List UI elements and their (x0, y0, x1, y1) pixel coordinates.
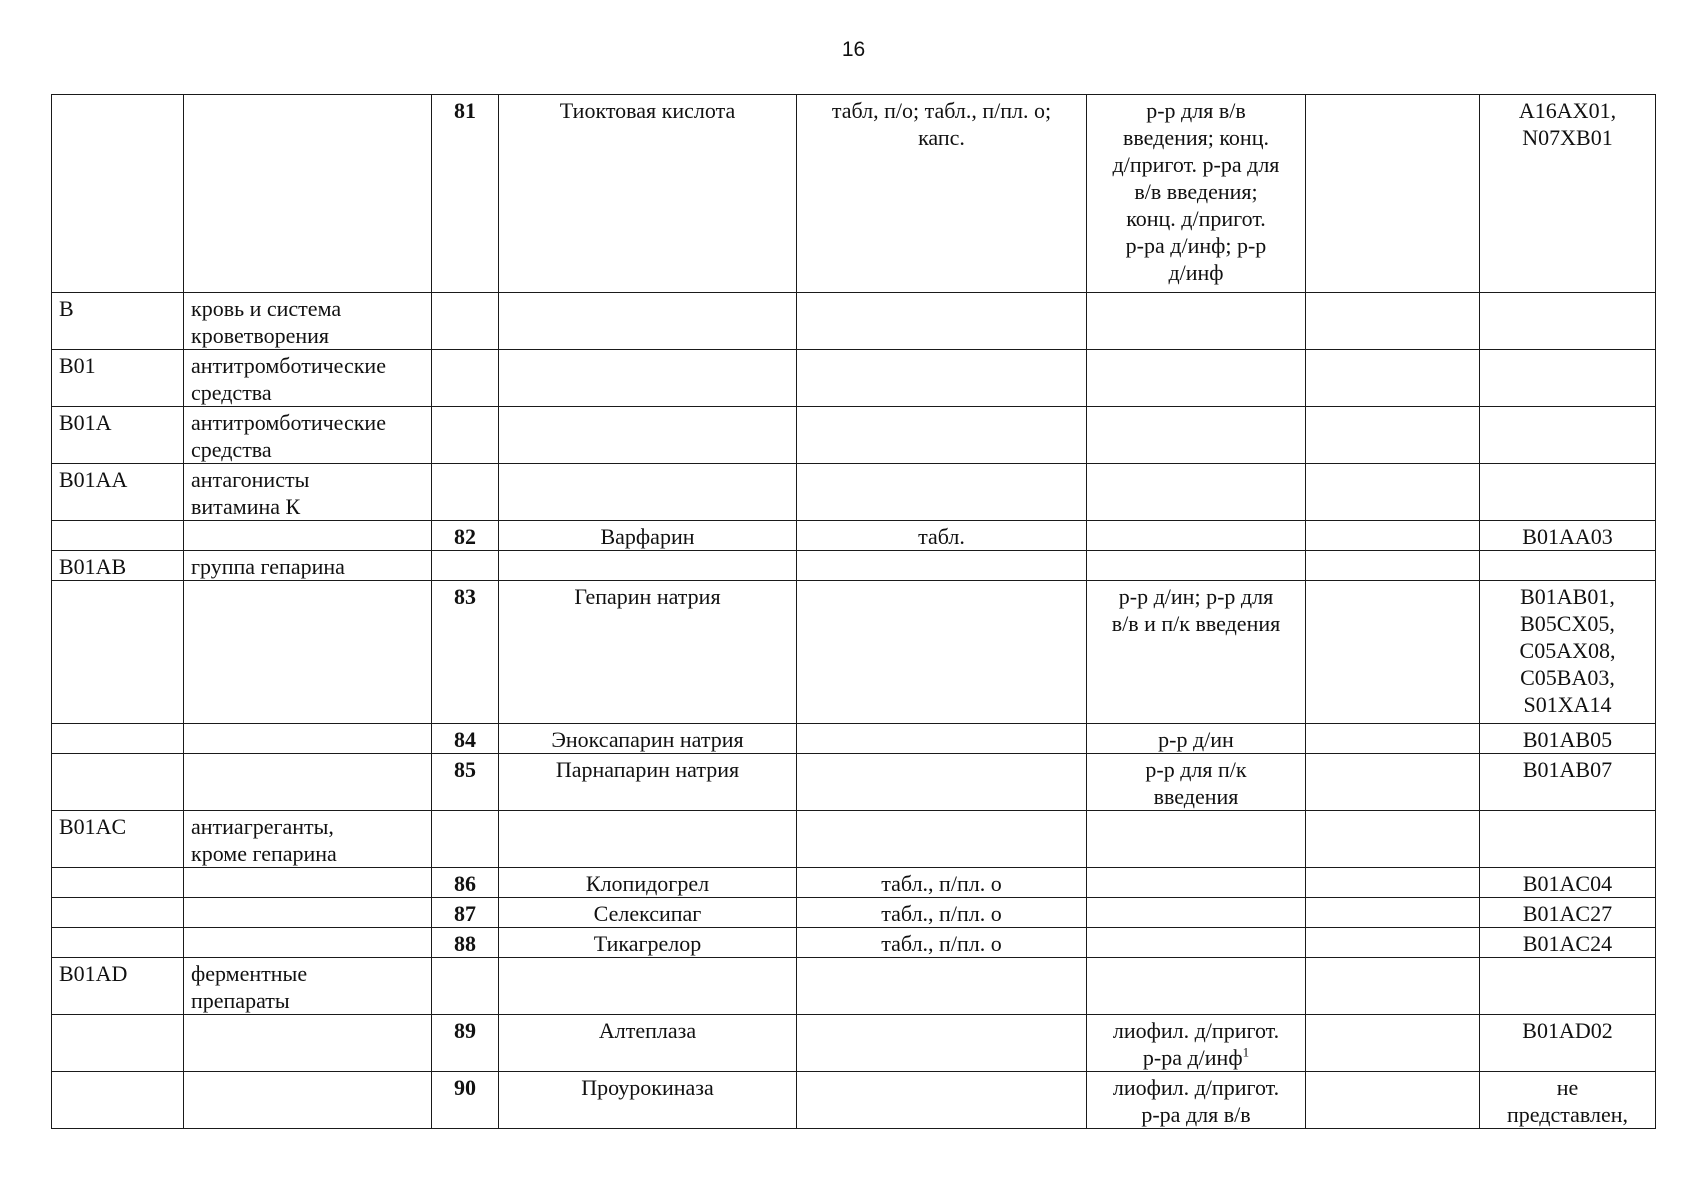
oral-dosage-forms (797, 1015, 1087, 1072)
table-row (52, 724, 1656, 754)
injectable-dosage-forms (1087, 407, 1306, 464)
atc-group-name-text: антитромботические средства (191, 353, 386, 405)
oral-dosage-forms (797, 868, 1087, 898)
drug-name (499, 521, 797, 551)
atc-group-name (184, 928, 432, 958)
drug-name (499, 293, 797, 350)
atc-codes (1480, 1015, 1656, 1072)
item-number (432, 350, 499, 407)
drug-name (499, 350, 797, 407)
table-row (52, 958, 1656, 1015)
table-row (52, 293, 1656, 350)
item-number-text: 86 (454, 871, 476, 896)
atc-group-code (52, 407, 184, 464)
drug-name (499, 928, 797, 958)
atc-group-code (52, 1015, 184, 1072)
item-number-text: 87 (454, 901, 476, 926)
atc-group-code (52, 811, 184, 868)
other-dosage-forms (1306, 1072, 1480, 1129)
table-row (52, 407, 1656, 464)
atc-group-code-text: B01AB (59, 554, 127, 579)
oral-dosage-forms (797, 754, 1087, 811)
other-dosage-forms (1306, 898, 1480, 928)
atc-group-code-text: B01 (59, 353, 96, 378)
atc-codes-text: A16AX01, N07XB01 (1518, 98, 1617, 150)
oral-dosage-forms (797, 1072, 1087, 1129)
other-dosage-forms (1306, 1015, 1480, 1072)
atc-codes-text: B01AB05 (1522, 727, 1613, 752)
other-dosage-forms (1306, 958, 1480, 1015)
other-dosage-forms (1306, 407, 1480, 464)
other-dosage-forms (1306, 811, 1480, 868)
oral-dosage-forms (797, 898, 1087, 928)
table-row (52, 350, 1656, 407)
injectable-dosage-forms (1087, 724, 1306, 754)
oral-dosage-forms-text: табл, п/о; табл., п/пл. о; капс. (831, 98, 1052, 150)
table-row (52, 811, 1656, 868)
item-number-text: 88 (454, 931, 476, 956)
atc-codes (1480, 407, 1656, 464)
drug-name-text: Гепарин натрия (574, 584, 721, 609)
injectable-dosage-forms (1087, 958, 1306, 1015)
atc-group-code-text: B01AC (59, 814, 127, 839)
injectable-dosage-forms (1087, 868, 1306, 898)
other-dosage-forms (1306, 293, 1480, 350)
item-number (432, 521, 499, 551)
atc-codes-text: B01AB07 (1522, 757, 1613, 782)
drug-name (499, 811, 797, 868)
atc-group-code (52, 928, 184, 958)
injectable-dosage-forms-text: р-р для в/в введения; конц. д/пригот. р-ра для в/в введения; конц. д/пригот. р-ра д/инф; р-р д/инф (1112, 98, 1280, 285)
atc-group-name-text: антагонисты витамина К (191, 467, 310, 519)
drug-name (499, 464, 797, 521)
atc-group-code-text: B01A (59, 410, 112, 435)
drug-name-text: Парнапарин натрия (555, 757, 740, 782)
drug-list-table (51, 94, 1656, 1129)
atc-group-code (52, 521, 184, 551)
atc-group-code (52, 464, 184, 521)
oral-dosage-forms (797, 521, 1087, 551)
atc-codes (1480, 521, 1656, 551)
oral-dosage-forms-text: табл. (918, 524, 965, 549)
injectable-dosage-forms (1087, 350, 1306, 407)
drug-name-text: Алтеплаза (598, 1018, 697, 1043)
atc-codes-text: B01AA03 (1522, 524, 1613, 549)
item-number (432, 754, 499, 811)
atc-codes-text: B01AC04 (1522, 871, 1613, 896)
atc-group-code (52, 724, 184, 754)
drug-name-text: Проурокиназа (581, 1075, 714, 1100)
item-number (432, 1072, 499, 1129)
atc-group-code (52, 293, 184, 350)
atc-group-name-text: ферментные препараты (191, 961, 308, 1013)
drug-name (499, 958, 797, 1015)
other-dosage-forms (1306, 754, 1480, 811)
atc-codes (1480, 464, 1656, 521)
injectable-dosage-forms-text: лиофил. д/пригот. р-ра д/инф (1112, 1018, 1280, 1070)
table-row (52, 581, 1656, 724)
atc-group-name (184, 1072, 432, 1129)
oral-dosage-forms-text: табл., п/пл. о (881, 871, 1002, 896)
drug-name (499, 1015, 797, 1072)
atc-codes (1480, 551, 1656, 581)
other-dosage-forms (1306, 464, 1480, 521)
atc-group-name (184, 407, 432, 464)
atc-group-code-text: B01AD (59, 961, 128, 986)
atc-group-name (184, 95, 432, 293)
atc-group-name (184, 724, 432, 754)
drug-name (499, 1072, 797, 1129)
drug-name-text: Клопидогрел (585, 871, 710, 896)
item-number-text: 89 (454, 1018, 476, 1043)
item-number (432, 958, 499, 1015)
table-body (52, 95, 1656, 1129)
table-row (52, 1015, 1656, 1072)
oral-dosage-forms (797, 581, 1087, 724)
atc-codes-text: не представлен, (1507, 1075, 1628, 1127)
atc-group-code (52, 898, 184, 928)
oral-dosage-forms (797, 293, 1087, 350)
other-dosage-forms (1306, 551, 1480, 581)
table-row (52, 95, 1656, 293)
item-number (432, 868, 499, 898)
atc-group-code (52, 350, 184, 407)
injectable-dosage-forms (1087, 464, 1306, 521)
injectable-dosage-forms (1087, 898, 1306, 928)
drug-name-text: Селексипаг (593, 901, 702, 926)
item-number (432, 95, 499, 293)
injectable-dosage-forms (1087, 754, 1306, 811)
atc-codes-text: B01AC24 (1522, 931, 1613, 956)
oral-dosage-forms (797, 407, 1087, 464)
table-row (52, 1072, 1656, 1129)
atc-codes (1480, 350, 1656, 407)
drug-name (499, 898, 797, 928)
atc-group-name (184, 521, 432, 551)
atc-group-code (52, 754, 184, 811)
other-dosage-forms (1306, 521, 1480, 551)
item-number (432, 1015, 499, 1072)
atc-group-name (184, 754, 432, 811)
oral-dosage-forms (797, 724, 1087, 754)
other-dosage-forms (1306, 868, 1480, 898)
atc-group-name (184, 1015, 432, 1072)
atc-codes (1480, 898, 1656, 928)
atc-group-name (184, 868, 432, 898)
table-row (52, 868, 1656, 898)
atc-group-name (184, 551, 432, 581)
injectable-dosage-forms (1087, 521, 1306, 551)
item-number (432, 928, 499, 958)
atc-group-name (184, 464, 432, 521)
item-number (432, 407, 499, 464)
drug-name-text: Тикагрелор (593, 931, 702, 956)
injectable-dosage-forms (1087, 293, 1306, 350)
atc-group-code-text: B (59, 296, 74, 321)
injectable-dosage-forms (1087, 551, 1306, 581)
injectable-dosage-forms-text: р-р д/ин (1158, 727, 1234, 752)
atc-codes (1480, 928, 1656, 958)
atc-codes (1480, 293, 1656, 350)
injectable-dosage-forms (1087, 1072, 1306, 1129)
atc-group-code (52, 1072, 184, 1129)
item-number-text: 83 (454, 584, 476, 609)
injectable-dosage-forms (1087, 928, 1306, 958)
atc-group-code (52, 551, 184, 581)
atc-group-name (184, 811, 432, 868)
item-number-text: 85 (454, 757, 476, 782)
atc-group-name-text: кровь и система кроветворения (191, 296, 342, 348)
atc-codes (1480, 724, 1656, 754)
item-number (432, 724, 499, 754)
oral-dosage-forms (797, 958, 1087, 1015)
injectable-dosage-forms-text: лиофил. д/пригот. р-ра для в/в (1112, 1075, 1280, 1127)
item-number (432, 293, 499, 350)
item-number (432, 811, 499, 868)
item-number (432, 551, 499, 581)
atc-group-name (184, 958, 432, 1015)
atc-group-name (184, 293, 432, 350)
atc-group-name-text: антиагреганты, кроме гепарина (191, 814, 337, 866)
other-dosage-forms (1306, 581, 1480, 724)
oral-dosage-forms (797, 811, 1087, 868)
oral-dosage-forms (797, 928, 1087, 958)
footnote-marker: 1 (1242, 1044, 1250, 1060)
oral-dosage-forms (797, 350, 1087, 407)
atc-group-code (52, 958, 184, 1015)
item-number (432, 898, 499, 928)
atc-codes (1480, 581, 1656, 724)
other-dosage-forms (1306, 928, 1480, 958)
drug-name (499, 868, 797, 898)
item-number-text: 84 (454, 727, 476, 752)
item-number-text: 90 (454, 1075, 476, 1100)
table-row (52, 928, 1656, 958)
atc-codes (1480, 754, 1656, 811)
atc-group-name-text: антитромботические средства (191, 410, 386, 462)
oral-dosage-forms-text: табл., п/пл. о (881, 901, 1002, 926)
injectable-dosage-forms (1087, 95, 1306, 293)
atc-group-name (184, 581, 432, 724)
atc-group-name (184, 898, 432, 928)
page-number: 16 (841, 38, 866, 61)
atc-codes-text: B01AB01, B05CX05, C05AX08, C05BA03, S01XA14 (1519, 584, 1616, 717)
atc-group-code (52, 868, 184, 898)
drug-name (499, 754, 797, 811)
atc-codes (1480, 811, 1656, 868)
drug-name (499, 724, 797, 754)
table-row (52, 898, 1656, 928)
injectable-dosage-forms (1087, 811, 1306, 868)
injectable-dosage-forms-text: р-р для п/к введения (1145, 757, 1247, 809)
atc-codes-text: B01AC27 (1522, 901, 1613, 926)
oral-dosage-forms (797, 464, 1087, 521)
drug-name (499, 551, 797, 581)
table-row (52, 521, 1656, 551)
drug-name (499, 407, 797, 464)
atc-group-code-text: B01AA (59, 467, 128, 492)
item-number (432, 581, 499, 724)
oral-dosage-forms-text: табл., п/пл. о (881, 931, 1002, 956)
oral-dosage-forms (797, 551, 1087, 581)
atc-codes-text: B01AD02 (1522, 1018, 1613, 1043)
item-number-text: 81 (454, 98, 476, 123)
oral-dosage-forms (797, 95, 1087, 293)
item-number-text: 82 (454, 524, 476, 549)
item-number (432, 464, 499, 521)
other-dosage-forms (1306, 350, 1480, 407)
atc-codes (1480, 868, 1656, 898)
drug-name-text: Эноксапарин натрия (551, 727, 744, 752)
atc-codes (1480, 95, 1656, 293)
drug-name-text: Варфарин (600, 524, 695, 549)
injectable-dosage-forms (1087, 581, 1306, 724)
other-dosage-forms (1306, 724, 1480, 754)
table-row (52, 464, 1656, 521)
injectable-dosage-forms-text: р-р д/ин; р-р для в/в и п/к введения (1111, 584, 1281, 636)
atc-group-name-text: группа гепарина (191, 554, 345, 579)
drug-name (499, 581, 797, 724)
drug-name-text: Тиоктовая кислота (559, 98, 736, 123)
atc-group-code (52, 581, 184, 724)
drug-name (499, 95, 797, 293)
atc-group-code (52, 95, 184, 293)
table-row (52, 754, 1656, 811)
other-dosage-forms (1306, 95, 1480, 293)
atc-codes (1480, 958, 1656, 1015)
table-row (52, 551, 1656, 581)
atc-group-name (184, 350, 432, 407)
atc-codes (1480, 1072, 1656, 1129)
injectable-dosage-forms (1087, 1015, 1306, 1072)
